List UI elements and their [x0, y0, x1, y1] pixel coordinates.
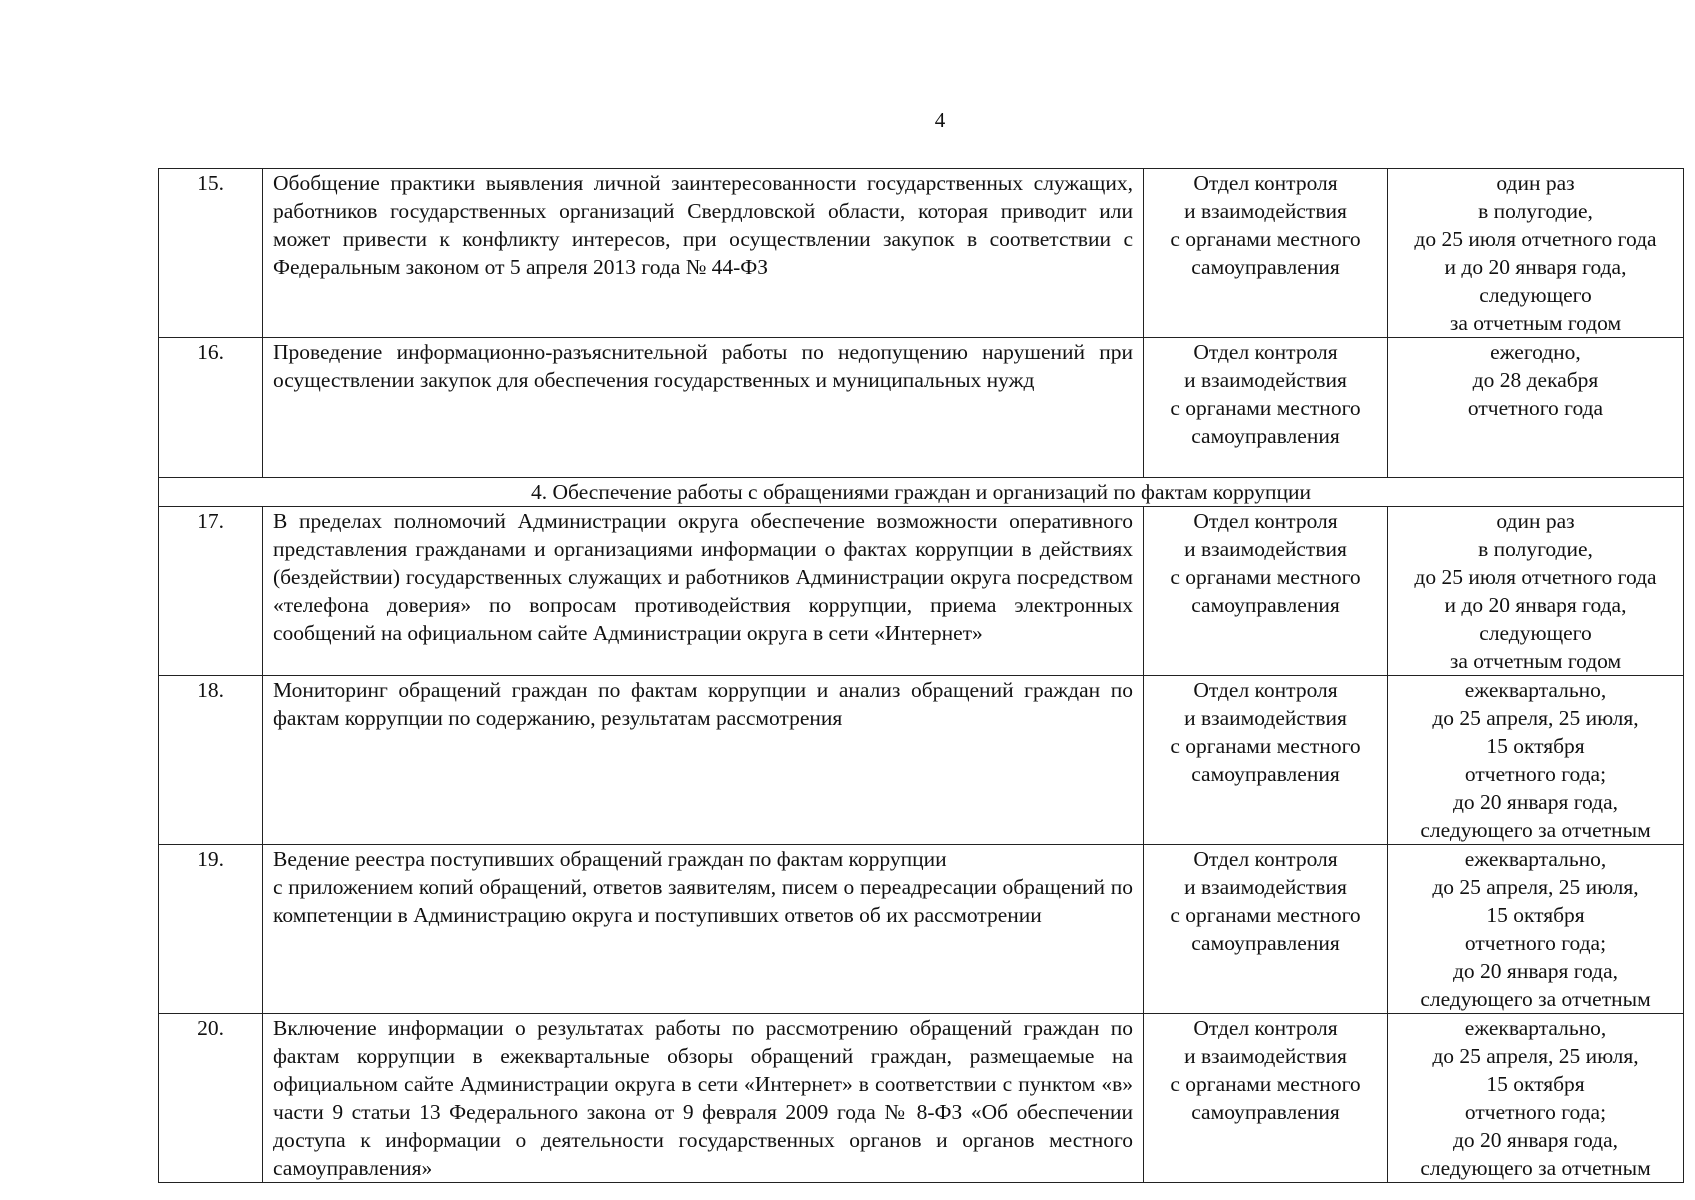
table-row	[159, 845, 1684, 1014]
table-row	[159, 1014, 1684, 1183]
deadline: ежеквартально, до 25 апреля, 25 июля, 15 октября отчетного года; до 20 января года, следующего за отчетным	[1388, 1014, 1684, 1183]
table-row	[159, 676, 1684, 845]
table-row	[159, 169, 1684, 338]
measure-description: Обобщение практики выявления личной заинтересованности государственных служащих, работников государственных организаций Свердловской области, которая приводит или может привести к конфликту интересов, при осуществлении закупок в соответствии с Федеральным законом от 5 апреля 2013 года № 44-ФЗ	[263, 169, 1144, 338]
measures-table	[158, 168, 1684, 1183]
row-number: 18.	[159, 676, 263, 845]
deadline: ежеквартально, до 25 апреля, 25 июля, 15 октября отчетного года; до 20 января года, следующего за отчетным	[1388, 676, 1684, 845]
deadline: один раз в полугодие, до 25 июля отчетного года и до 20 января года, следующего за отчетным годом	[1388, 169, 1684, 338]
measure-description-lead: Ведение реестра поступивших обращений граждан по фактам коррупции	[273, 847, 947, 871]
table-row	[159, 507, 1684, 676]
row-number: 16.	[159, 338, 263, 478]
section-title: 4. Обеспечение работы с обращениями граждан и организаций по фактам коррупции	[159, 478, 1684, 507]
responsible-department: Отдел контроля и взаимодействия с органами местного самоуправления	[1144, 169, 1388, 338]
responsible-department: Отдел контроля и взаимодействия с органами местного самоуправления	[1144, 338, 1388, 478]
section-row	[159, 478, 1684, 507]
page-number: 4	[934, 108, 946, 132]
measure-description: Мониторинг обращений граждан по фактам коррупции и анализ обращений граждан по фактам коррупции по содержанию, результатам рассмотрения	[263, 676, 1144, 845]
row-number: 19.	[159, 845, 263, 1014]
responsible-department: Отдел контроля и взаимодействия с органами местного самоуправления	[1144, 676, 1388, 845]
measure-description	[263, 845, 1144, 1014]
measure-description-body: с приложением копий обращений, ответов заявителям, писем о переадресации обращений по компетенции в Администрацию округа и поступивших ответов об их рассмотрении	[273, 875, 1133, 927]
row-number: 20.	[159, 1014, 263, 1183]
measure-description: Проведение информационно-разъяснительной работы по недопущению нарушений при осуществлении закупок для обеспечения государственных и муниципальных нужд	[263, 338, 1144, 478]
table-row	[159, 338, 1684, 478]
measure-description: В пределах полномочий Администрации округа обеспечение возможности оперативного представления гражданами и организациями информации о фактах коррупции в действиях (бездействии) государственных служащих и работников Администрации округа посредством «телефона доверия» по вопросам противодействия коррупции, приема электронных сообщений на официальном сайте Администрации округа в сети «Интернет»	[263, 507, 1144, 676]
deadline: один раз в полугодие, до 25 июля отчетного года и до 20 января года, следующего за отчетным годом	[1388, 507, 1684, 676]
row-number: 17.	[159, 507, 263, 676]
responsible-department: Отдел контроля и взаимодействия с органами местного самоуправления	[1144, 845, 1388, 1014]
responsible-department: Отдел контроля и взаимодействия с органами местного самоуправления	[1144, 507, 1388, 676]
deadline: ежеквартально, до 25 апреля, 25 июля, 15 октября отчетного года; до 20 января года, следующего за отчетным	[1388, 845, 1684, 1014]
measure-description: Включение информации о результатах работы по рассмотрению обращений граждан по фактам коррупции в ежеквартальные обзоры обращений граждан, размещаемые на официальном сайте Администрации округа в сети «Интернет» в соответствии с пунктом «в» части 9 статьи 13 Федерального закона от 9 февраля 2009 года № 8-ФЗ «Об обеспечении доступа к информации о деятельности государственных органов и органов местного самоуправления»	[263, 1014, 1144, 1183]
deadline: ежегодно, до 28 декабря отчетного года	[1388, 338, 1684, 478]
row-number: 15.	[159, 169, 263, 338]
responsible-department: Отдел контроля и взаимодействия с органами местного самоуправления	[1144, 1014, 1388, 1183]
